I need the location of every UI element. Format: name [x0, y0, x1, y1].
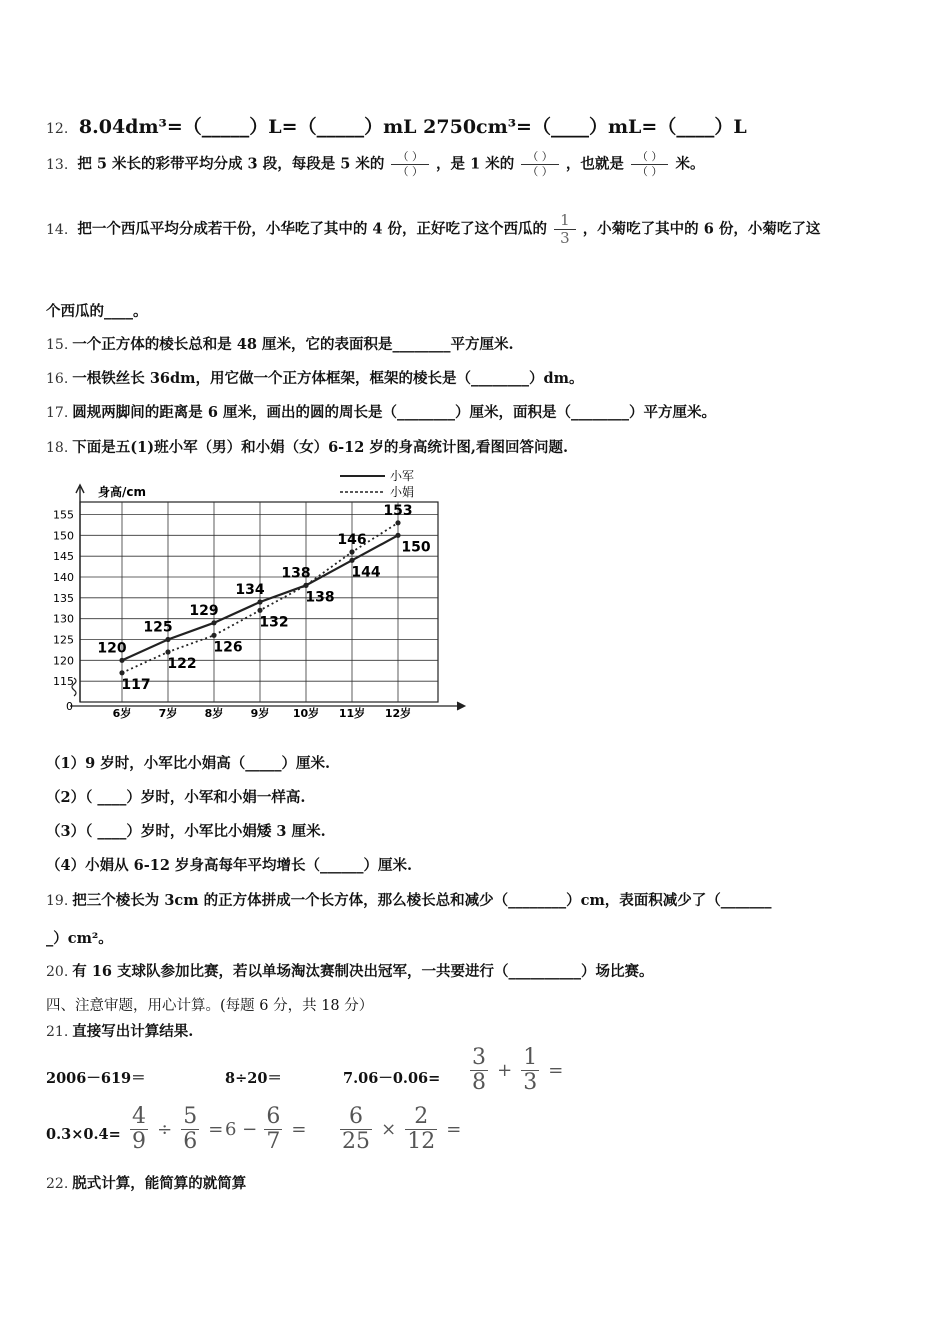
fraction-blank: $\frac{( )}{( )}$ — [631, 150, 669, 179]
chart-ytick-label: 120 — [53, 654, 74, 668]
question-text: 直接写出计算结果. — [72, 1023, 194, 1040]
question-number: 14. — [46, 221, 69, 238]
question-14 — [46, 212, 820, 247]
chart-data-point — [165, 637, 170, 642]
chart-data-point — [165, 649, 170, 654]
expr-3: 7.06－0.06= — [343, 1070, 441, 1087]
chart-ytick-label: 155 — [53, 508, 74, 522]
chart-data-label: 146 — [337, 532, 367, 548]
question-22 — [46, 1172, 246, 1193]
chart-data-point — [119, 658, 124, 663]
chart-data-point — [257, 599, 262, 604]
chart-data-label: 153 — [383, 502, 413, 519]
chart-xtick-label: 9岁 — [250, 707, 270, 720]
question-number: 20. — [46, 964, 69, 980]
question-18-sub4: （4）小娟从 6-12 岁身高每年平均增长（______）厘米. — [46, 857, 413, 874]
question-15 — [46, 333, 514, 354]
chart-origin-label: 0 — [66, 700, 73, 713]
question-text-part: 米。 — [675, 155, 705, 173]
question-number: 16. — [46, 371, 69, 387]
chart-xtick-label: 7岁 — [158, 707, 178, 720]
chart-xtick-label: 8岁 — [204, 707, 224, 720]
chart-ytick-label: 135 — [53, 591, 74, 605]
expr-5: 0.3×0.4= — [46, 1126, 121, 1143]
height-line-chart — [40, 462, 470, 724]
chart-ytick-label: 130 — [53, 612, 74, 626]
question-number: 22. — [46, 1176, 69, 1192]
expr-fraction-divide: $\frac{4}{9}$ ÷ $\frac{5}{6}$ = — [132, 1104, 224, 1154]
chart-data-point — [211, 620, 216, 625]
chart-xtick-label: 12岁 — [384, 707, 412, 720]
chart-data-label: 129 — [189, 602, 219, 619]
chart-x-axis-arrow — [457, 702, 465, 710]
chart-data-label: 122 — [167, 656, 197, 672]
question-text-part: 把 5 米长的彩带平均分成 3 段，每段是 5 米的 — [77, 155, 385, 173]
question-number: 17. — [46, 405, 69, 421]
expr-fraction-add: $\frac{3}{8}$ + $\frac{1}{3}$ = — [472, 1045, 564, 1095]
question-18-sub2: （2）（ ____）岁时，小军和小娟一样高. — [46, 789, 306, 806]
chart-data-point — [303, 583, 308, 588]
question-number: 13. — [46, 156, 69, 173]
expr-fraction-multiply: $\frac{6}{25}$ × $\frac{2}{12}$ = — [342, 1104, 462, 1154]
question-19 — [46, 889, 772, 910]
chart-legend-label: 小娟 — [390, 485, 415, 499]
chart-data-label: 138 — [281, 565, 311, 582]
chart-data-point — [349, 558, 354, 563]
chart-data-point — [395, 520, 400, 525]
question-text-part: 把一个西瓜平均分成若干份，小华吃了其中的 4 份，正好吃了这个西瓜的 — [77, 220, 548, 238]
chart-data-label: 132 — [259, 614, 289, 631]
question-18 — [46, 436, 568, 457]
question-20 — [46, 960, 654, 981]
chart-data-label: 125 — [143, 619, 173, 636]
fraction-blank: $\frac{( )}{( )}$ — [391, 150, 429, 179]
chart-legend-label: 小军 — [390, 469, 415, 483]
fraction-blank: $\frac{( )}{( )}$ — [521, 150, 559, 179]
question-19-line2: _）cm²。 — [46, 930, 113, 947]
chart-data-label: 150 — [401, 539, 431, 556]
chart-data-label: 138 — [305, 589, 335, 606]
section-heading: 四、注意审题，用心计算。(每题 6 分，共 18 分） — [46, 998, 374, 1014]
question-13 — [46, 150, 704, 179]
question-text: 脱式计算，能简算的就简算 — [72, 1175, 247, 1192]
question-text: 一根铁丝长 36dm，用它做一个正方体框架，框架的棱长是（________）dm。 — [72, 370, 584, 387]
question-text: 圆规两脚间的距离是 6 厘米，画出的圆的周长是（________）厘米，面积是（________）平方厘米。 — [72, 404, 716, 421]
question-text: 一个正方体的棱长总和是 48 厘米，它的表面积是________平方厘米. — [72, 336, 514, 353]
expr-1: 2006－619＝ — [46, 1070, 146, 1087]
expr-2: 8÷20＝ — [225, 1070, 282, 1087]
chart-data-point — [257, 608, 262, 613]
question-number: 15. — [46, 337, 69, 353]
question-text-part: ，小菊吃了其中的 6 份，小菊吃了这 — [582, 220, 821, 238]
chart-ylabel: 身高/cm — [98, 485, 147, 499]
question-text: 8.04dm³=（_____）L=（_____）mL 2750cm³=（____）mL=（____）L — [78, 116, 747, 138]
chart-data-point — [395, 533, 400, 538]
chart-data-label: 117 — [121, 676, 151, 693]
question-text-part: ，也就是 — [565, 155, 624, 173]
question-18-sub1: （1）9 岁时，小军比小娟高（_____）厘米. — [46, 755, 331, 772]
question-text: 把三个棱长为 3cm 的正方体拼成一个长方体，那么棱长总和减少（________）cm，表面积减少了（_______ — [72, 892, 772, 909]
chart-xtick-label: 11岁 — [338, 707, 366, 720]
question-number: 19. — [46, 893, 69, 909]
question-number: 12. — [46, 121, 69, 137]
question-16 — [46, 367, 583, 388]
question-21 — [46, 1020, 193, 1041]
chart-xtick-label: 6岁 — [112, 707, 132, 720]
question-12 — [46, 112, 747, 139]
question-number: 21. — [46, 1024, 69, 1040]
chart-data-point — [349, 549, 354, 554]
chart-data-label: 144 — [351, 564, 381, 581]
question-number: 18. — [46, 440, 69, 456]
chart-ytick-label: 140 — [53, 571, 74, 584]
chart-data-label: 120 — [97, 640, 127, 657]
chart-ytick-label: 115 — [53, 675, 74, 689]
question-text: 有 16 支球队参加比赛，若以单场淘汰赛制决出冠军，一共要进行（__________）场比赛。 — [72, 963, 654, 980]
chart-data-label: 126 — [213, 639, 243, 656]
chart-ytick-label: 150 — [53, 529, 74, 543]
question-text: 下面是五(1)班小军（男）和小娟（女）6-12 岁的身高统计图,看图回答问题. — [72, 439, 569, 456]
question-14-line2: 个西瓜的____。 — [46, 303, 148, 320]
chart-ytick-label: 125 — [53, 633, 74, 647]
chart-xtick-label: 10岁 — [292, 707, 320, 720]
chart-data-point — [119, 670, 124, 675]
question-text-part: ，是 1 米的 — [436, 155, 515, 173]
chart-data-label: 134 — [235, 582, 265, 598]
question-17 — [46, 401, 716, 422]
expr-fraction-subtract: 6 − $\frac{6}{7}$ = — [225, 1104, 307, 1154]
chart-data-point — [211, 633, 216, 638]
question-18-sub3: （3）（ ____）岁时，小军比小娟矮 3 厘米. — [46, 823, 326, 840]
chart-ytick-label: 145 — [53, 550, 74, 564]
fraction-one-third: $\frac{1}{3}$ — [554, 212, 576, 247]
